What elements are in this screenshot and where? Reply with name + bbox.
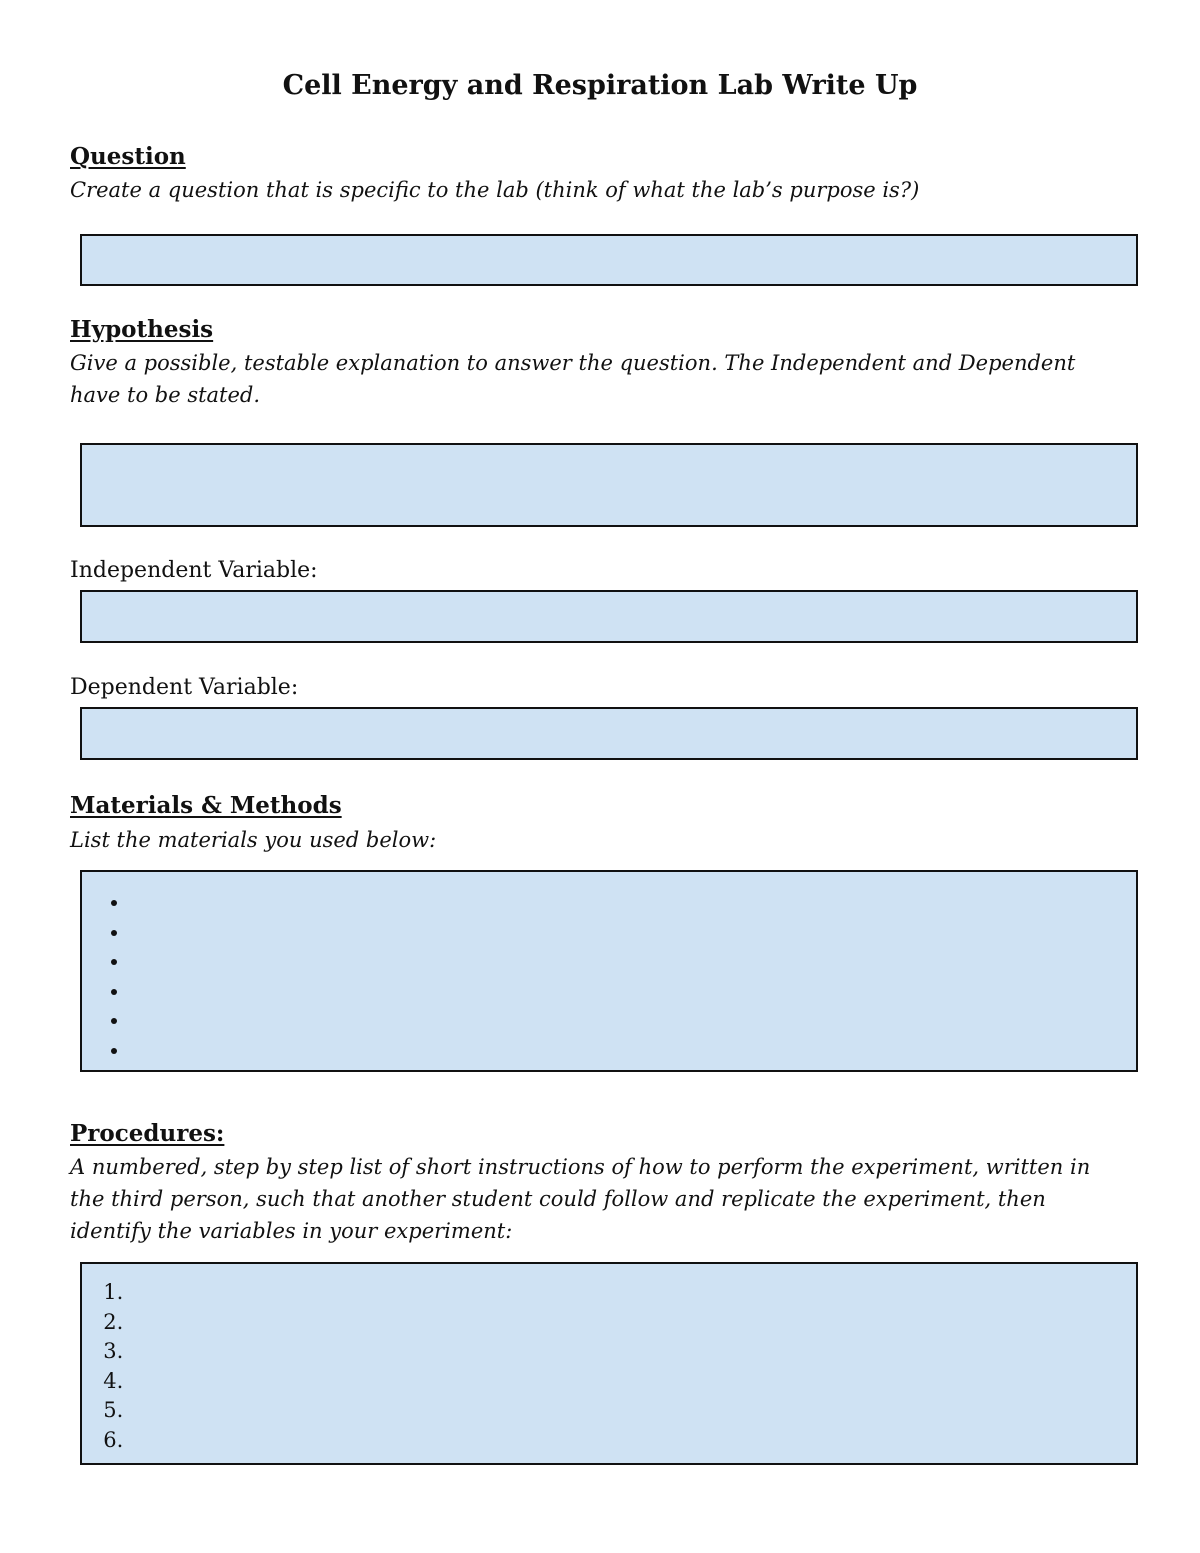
procedures-list <box>82 1264 1136 1455</box>
hypothesis-instruction: Give a possible, testable explanation to answer the question. The Independent and Dependent have to be stated. <box>70 351 1076 407</box>
question-heading: Question <box>70 143 186 170</box>
hypothesis-heading: Hypothesis <box>70 316 214 343</box>
materials-heading: Materials & Methods <box>70 792 342 819</box>
procedures-list-box[interactable] <box>80 1262 1138 1465</box>
materials-list-item[interactable] <box>130 1036 1136 1066</box>
independent-variable-label: Independent Variable: <box>70 558 318 583</box>
procedures-step[interactable] <box>130 1426 1136 1456</box>
materials-list-item[interactable] <box>130 947 1136 977</box>
question-instruction: Create a question that is specific to the lab (think of what the lab’s purpose is?) <box>70 178 920 202</box>
procedures-step[interactable] <box>130 1308 1136 1338</box>
materials-list-item[interactable] <box>130 918 1136 948</box>
hypothesis-answer-box[interactable] <box>80 443 1138 527</box>
materials-list <box>82 872 1136 1065</box>
page-title: Cell Energy and Respiration Lab Write Up <box>282 70 918 101</box>
question-answer-box[interactable] <box>80 234 1138 286</box>
materials-list-item[interactable] <box>130 977 1136 1007</box>
procedures-step[interactable] <box>130 1278 1136 1308</box>
procedures-instruction: A numbered, step by step list of short instructions of how to perform the experiment, written in the third person, such that another student could follow and replicate the experiment, then identify the variables in your experiment: <box>70 1155 1091 1243</box>
independent-variable-box[interactable] <box>80 590 1138 643</box>
procedures-step[interactable] <box>130 1396 1136 1426</box>
materials-list-item[interactable] <box>130 888 1136 918</box>
dependent-variable-label: Dependent Variable: <box>70 675 299 700</box>
procedures-step[interactable] <box>130 1337 1136 1367</box>
procedures-heading: Procedures: <box>70 1120 225 1147</box>
dependent-variable-box[interactable] <box>80 707 1138 760</box>
materials-list-item[interactable] <box>130 1006 1136 1036</box>
procedures-step[interactable] <box>130 1367 1136 1397</box>
materials-list-box[interactable] <box>80 870 1138 1072</box>
materials-instruction: List the materials you used below: <box>70 828 437 852</box>
